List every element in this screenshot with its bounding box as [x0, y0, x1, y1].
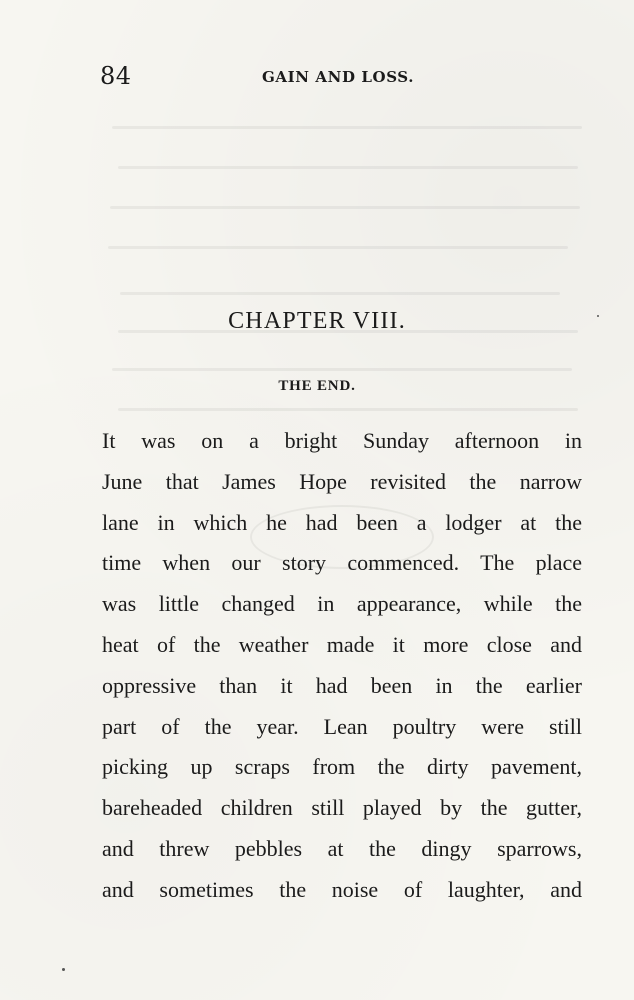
ink-speck	[62, 968, 65, 971]
text-line: June that James Hope revisited the narrow	[102, 468, 582, 494]
ink-speck	[597, 315, 599, 317]
text-line: bareheaded children still played by the gutter,	[102, 795, 582, 821]
chapter-title: CHAPTER VIII.	[228, 308, 406, 334]
text-line: part of the year. Lean poultry were still	[102, 713, 582, 739]
text-line: heat of the weather made it more close and	[102, 631, 582, 657]
text-line: picking up scraps from the dirty pavement,	[102, 754, 582, 780]
text-line: and threw pebbles at the dingy sparrows,	[102, 835, 582, 861]
page-header	[96, 62, 596, 92]
text-line: was little changed in appearance, while the	[102, 591, 582, 617]
running-head: GAIN AND LOSS.	[262, 68, 415, 86]
text-line: lane in which he had been a lodger at the	[102, 509, 582, 535]
text-line: and sometimes the noise of laughter, and	[102, 876, 582, 902]
text-line: oppressive than it had been in the earlier	[102, 672, 582, 698]
chapter-subtitle: THE END.	[278, 378, 356, 394]
page-number: 84	[100, 62, 132, 90]
text-line: time when our story commenced. The place	[102, 550, 582, 576]
body-text	[102, 421, 582, 911]
text-line: It was on a bright Sunday afternoon in	[102, 428, 582, 453]
